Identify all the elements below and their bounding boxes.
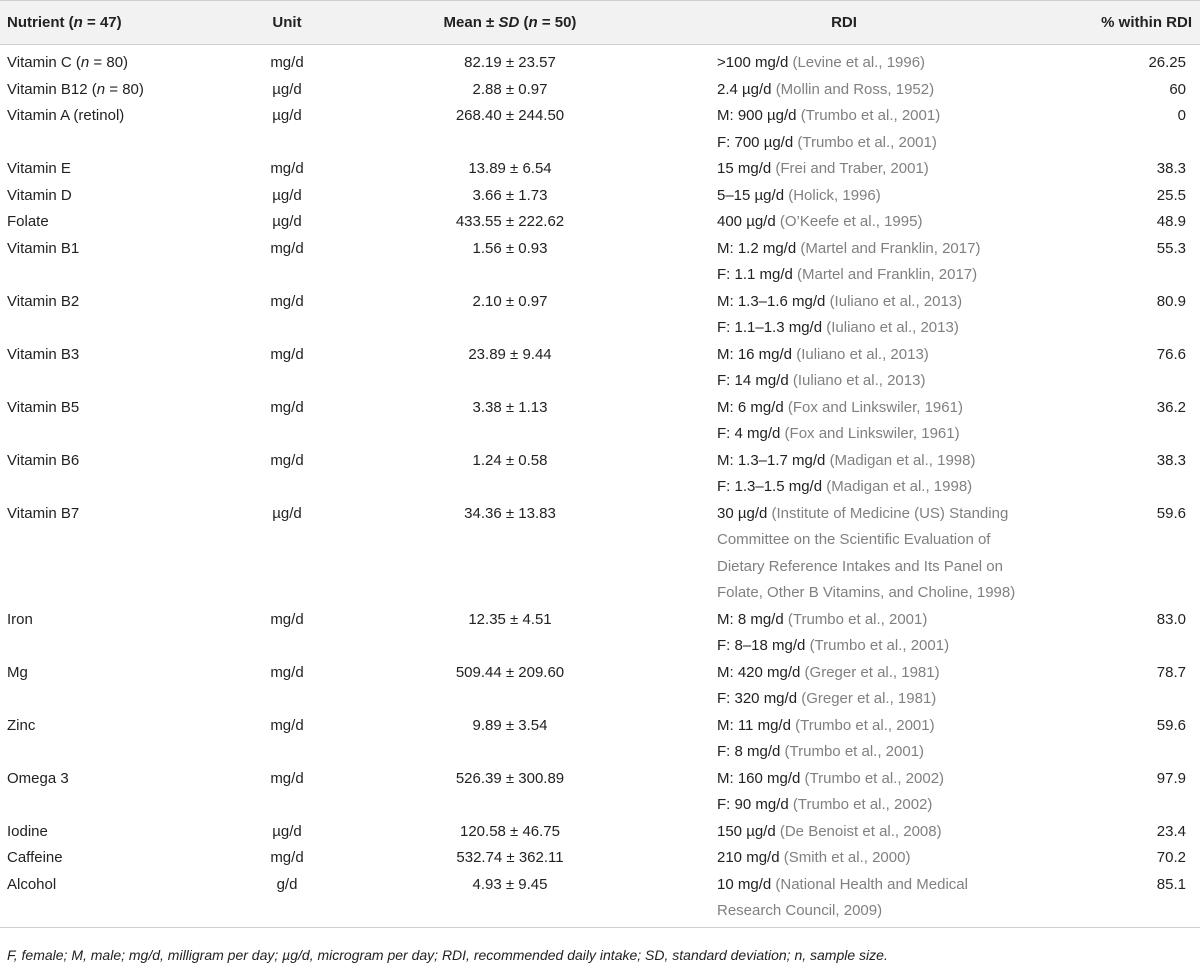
rdi-value: F: 1.1–1.3 mg/d: [717, 319, 827, 336]
nutrient-name: Iodine: [7, 822, 48, 840]
rdi-value: 5–15 µg/d: [717, 186, 789, 204]
rdi-line: [717, 50, 1016, 77]
rdi-citation: (National Health and Medical Research Council, 2009): [717, 875, 968, 919]
nutrient-name: Vitamin B5: [7, 398, 80, 416]
nutrient-name: Omega 3: [7, 769, 69, 787]
cell-unit: µg/d: [272, 107, 302, 124]
rdi-line: [717, 368, 1016, 395]
cell-rdi: [664, 209, 1024, 236]
cell-rdi: [664, 342, 1024, 395]
table-row: [0, 395, 1200, 448]
rdi-line: [717, 474, 1016, 501]
cell-unit: mg/d: [270, 451, 304, 469]
nutrient-name: Mg: [7, 663, 28, 681]
cell-pct-within-rdi: 83.0: [1156, 610, 1186, 628]
rdi-citation: (Levine et al., 1996): [792, 54, 926, 71]
cell-mean-sd: 2.88 ± 0.97: [472, 80, 548, 98]
rdi-citation: (Iuliano et al., 2013): [792, 372, 926, 389]
cell-pct-within-rdi: 0: [1177, 107, 1186, 124]
rdi-value: F: 8 mg/d: [717, 743, 785, 760]
rdi-citation: (Frei and Traber, 2001): [775, 160, 929, 177]
cell-rdi: [664, 845, 1024, 872]
cell-unit: mg/d: [270, 663, 304, 681]
cell-mean-sd: 13.89 ± 6.54: [468, 160, 552, 177]
cell-mean-sd: 23.89 ± 9.44: [468, 345, 552, 363]
cell-mean-sd: 120.58 ± 46.75: [460, 822, 560, 840]
cell-nutrient: [0, 660, 218, 713]
cell-pct-within-rdi: 48.9: [1156, 213, 1186, 230]
nutrient-name: Vitamin D: [7, 186, 72, 204]
rdi-value: F: 8–18 mg/d: [717, 637, 810, 654]
table-row: [0, 342, 1200, 395]
cell-nutrient: [0, 289, 218, 342]
cell-mean-sd: 532.74 ± 362.11: [456, 849, 564, 866]
rdi-value: M: 11 mg/d: [717, 716, 796, 734]
rdi-line: [717, 792, 1016, 819]
cell-nutrient: [0, 845, 218, 872]
table-row: [0, 289, 1200, 342]
cell-pct-within-rdi: 59.6: [1156, 716, 1186, 734]
table-row: [0, 607, 1200, 660]
cell-unit: mg/d: [270, 610, 304, 628]
cell-mean-sd: 3.38 ± 1.13: [472, 398, 548, 416]
cell-unit: µg/d: [272, 80, 302, 98]
nutrient-name: Vitamin B7: [7, 504, 80, 522]
nutrient-name: Vitamin B12: [7, 80, 88, 98]
cell-rdi: [664, 713, 1024, 766]
cell-rdi: [664, 45, 1024, 77]
rdi-line: [717, 289, 1016, 316]
header-rdi: RDI: [664, 1, 1024, 45]
rdi-value: 10 mg/d: [717, 875, 776, 893]
rdi-line: [717, 395, 1016, 422]
rdi-value: M: 160 mg/d: [717, 769, 805, 787]
rdi-citation: (O’Keefe et al., 1995): [779, 213, 923, 230]
cell-pct-within-rdi: 78.7: [1156, 663, 1186, 681]
table-row: [0, 872, 1200, 928]
cell-nutrient: [0, 607, 218, 660]
rdi-line: [717, 713, 1016, 740]
rdi-line: [717, 501, 1016, 607]
cell-rdi: [664, 395, 1024, 448]
table-row: [0, 45, 1200, 77]
table-row: [0, 660, 1200, 713]
rdi-citation: (Madigan et al., 1998): [829, 451, 976, 469]
cell-nutrient: [0, 156, 218, 183]
cell-mean-sd: 34.36 ± 13.83: [464, 504, 556, 522]
nutrient-name: Vitamin B3: [7, 345, 80, 363]
table-row: [0, 501, 1200, 607]
nutrient-name: Vitamin B6: [7, 451, 80, 469]
table-row: [0, 183, 1200, 210]
rdi-line: [717, 660, 1016, 687]
cell-pct-within-rdi: 70.2: [1156, 849, 1186, 866]
rdi-citation: (Institute of Medicine (US) Standing Committee on the Scientific Evaluation of Dietary Reference Intakes and Its Panel on Folate, Other B Vitamins, and Choline, 1998): [717, 504, 1016, 601]
rdi-citation: (Trumbo et al., 2001): [787, 610, 928, 628]
rdi-citation: (Trumbo et al., 2001): [809, 637, 950, 654]
cell-rdi: [664, 183, 1024, 210]
rdi-value: M: 16 mg/d: [717, 345, 797, 363]
table-body: [0, 45, 1200, 928]
cell-unit: µg/d: [272, 504, 302, 522]
cell-mean-sd: 3.66 ± 1.73: [472, 186, 548, 204]
rdi-line: [717, 633, 1016, 660]
rdi-citation: (Trumbo et al., 2002): [792, 796, 933, 813]
table-header: [0, 1, 1200, 45]
cell-pct-within-rdi: 59.6: [1156, 504, 1186, 522]
rdi-citation: (Holick, 1996): [788, 186, 881, 204]
cell-nutrient: [0, 819, 218, 846]
cell-pct-within-rdi: 38.3: [1156, 160, 1186, 177]
cell-pct-within-rdi: 25.5: [1156, 186, 1186, 204]
nutrient-name: Iron: [7, 610, 33, 628]
rdi-line: [717, 130, 1016, 157]
nutrient-name: Vitamin A (retinol): [7, 107, 125, 124]
cell-rdi: [664, 77, 1024, 104]
rdi-citation: (De Benoist et al., 2008): [779, 822, 942, 840]
nutrient-name: Folate: [7, 213, 49, 230]
rdi-line: [717, 103, 1016, 130]
rdi-citation: (Martel and Franklin, 2017): [797, 266, 978, 283]
cell-pct-within-rdi: 85.1: [1024, 872, 1200, 928]
rdi-value: 400 µg/d: [717, 213, 780, 230]
table-row: [0, 77, 1200, 104]
rdi-line: [717, 421, 1016, 448]
cell-nutrient: [0, 103, 218, 156]
cell-unit: mg/d: [270, 398, 304, 416]
nutrient-name: Vitamin C: [7, 54, 72, 71]
cell-mean-sd: 526.39 ± 300.89: [455, 769, 565, 787]
rdi-line: [717, 342, 1016, 369]
rdi-line: [717, 766, 1016, 793]
table-row: [0, 713, 1200, 766]
cell-rdi: [664, 501, 1024, 607]
cell-rdi: [664, 766, 1024, 819]
table-row: [0, 448, 1200, 501]
cell-rdi: [664, 448, 1024, 501]
cell-rdi: [664, 289, 1024, 342]
cell-pct-within-rdi: 23.4: [1156, 822, 1186, 840]
rdi-line: [717, 77, 1016, 104]
cell-rdi: [664, 660, 1024, 713]
rdi-value: M: 1.3–1.6 mg/d: [717, 292, 830, 310]
rdi-line: [717, 845, 1016, 872]
nutrient-name: Zinc: [7, 716, 36, 734]
rdi-value: M: 1.3–1.7 mg/d: [717, 451, 830, 469]
rdi-citation: (Smith et al., 2000): [783, 849, 911, 866]
rdi-value: M: 6 mg/d: [717, 398, 788, 416]
header-row: [0, 1, 1200, 45]
rdi-line: [717, 315, 1016, 342]
cell-unit: µg/d: [272, 186, 302, 204]
cell-nutrient: [0, 209, 218, 236]
table-row: [0, 209, 1200, 236]
cell-mean-sd: 9.89 ± 3.54: [472, 716, 548, 734]
rdi-value: F: 320 mg/d: [717, 690, 802, 707]
cell-mean-sd: 433.55 ± 222.62: [455, 213, 565, 230]
cell-mean-sd: 2.10 ± 0.97: [472, 292, 548, 310]
cell-mean-sd: 268.40 ± 244.50: [455, 107, 565, 124]
nutrient-name: Alcohol: [7, 875, 57, 893]
rdi-citation: (Iuliano et al., 2013): [826, 319, 959, 336]
cell-nutrient: [0, 342, 218, 395]
cell-rdi: [664, 156, 1024, 183]
table-row: [0, 845, 1200, 872]
cell-unit: µg/d: [272, 213, 302, 230]
table-footnote: F, female; M, male; mg/d, milligram per day; µg/d, microgram per day; RDI, recommended daily intake; SD, standard deviation; n, sample size.: [7, 947, 888, 963]
rdi-line: [717, 872, 1016, 925]
cell-pct-within-rdi: 76.6: [1156, 345, 1186, 363]
rdi-citation: (Iuliano et al., 2013): [829, 292, 963, 310]
rdi-value: M: 900 µg/d: [717, 107, 801, 124]
cell-nutrient: [0, 713, 218, 766]
cell-pct-within-rdi: 36.2: [1156, 398, 1186, 416]
rdi-line: [717, 262, 1016, 289]
rdi-value: M: 1.2 mg/d: [717, 239, 801, 257]
rdi-value: >100 mg/d: [717, 54, 793, 71]
rdi-line: [717, 607, 1016, 634]
nutrient-name: Vitamin B2: [7, 292, 80, 310]
cell-unit: mg/d: [270, 292, 304, 310]
cell-rdi: [664, 236, 1024, 289]
rdi-citation: (Iuliano et al., 2013): [796, 345, 929, 363]
rdi-value: M: 420 mg/d: [717, 663, 805, 681]
cell-pct-within-rdi: 38.3: [1156, 451, 1186, 469]
cell-pct-within-rdi: 80.9: [1156, 292, 1186, 310]
rdi-line: [717, 209, 1016, 236]
cell-nutrient: Vitamin C (n = 80): [7, 54, 129, 71]
nutrient-name: Vitamin B1: [7, 239, 80, 257]
rdi-citation: (Trumbo et al., 2001): [784, 743, 925, 760]
header-unit: Unit: [218, 1, 356, 45]
rdi-line: [717, 183, 1016, 210]
rdi-value: F: 14 mg/d: [717, 372, 793, 389]
rdi-citation: (Martel and Franklin, 2017): [800, 239, 981, 257]
cell-unit: mg/d: [270, 160, 304, 177]
rdi-value: M: 8 mg/d: [717, 610, 788, 628]
cell-nutrient: [0, 501, 218, 607]
rdi-line: [717, 236, 1016, 263]
cell-unit: mg/d: [270, 769, 304, 787]
cell-rdi: [664, 103, 1024, 156]
rdi-citation: (Trumbo et al., 2001): [795, 716, 935, 734]
rdi-citation: (Madigan et al., 1998): [826, 478, 973, 495]
cell-nutrient: [0, 395, 218, 448]
rdi-line: [717, 448, 1016, 475]
cell-pct-within-rdi: 60: [1169, 80, 1186, 98]
rdi-line: [717, 819, 1016, 846]
rdi-value: 15 mg/d: [717, 160, 776, 177]
rdi-citation: (Fox and Linkswiler, 1961): [784, 425, 960, 442]
cell-nutrient: [0, 766, 218, 819]
nutrient-name: Vitamin E: [7, 160, 71, 177]
rdi-citation: (Trumbo et al., 2001): [797, 133, 937, 151]
table-row: [0, 766, 1200, 819]
cell-nutrient: Vitamin B12 (n = 80): [7, 80, 144, 98]
rdi-value: F: 1.3–1.5 mg/d: [717, 478, 827, 495]
cell-pct-within-rdi: 97.9: [1156, 769, 1186, 787]
table-row: [0, 236, 1200, 289]
rdi-citation: (Trumbo et al., 2002): [804, 769, 945, 787]
cell-mean-sd: 4.93 ± 9.45: [356, 872, 664, 928]
nutrient-sample-size: = 80): [89, 54, 129, 71]
cell-unit: mg/d: [270, 849, 304, 866]
rdi-value: F: 90 mg/d: [717, 796, 793, 813]
cell-unit: g/d: [218, 872, 356, 928]
header-nutrient: Nutrient (n = 47): [0, 1, 218, 45]
table-row: [0, 819, 1200, 846]
rdi-value: 30 µg/d: [717, 504, 772, 522]
rdi-value: F: 4 mg/d: [717, 425, 785, 442]
cell-rdi: [664, 819, 1024, 846]
cell-rdi: [664, 607, 1024, 660]
cell-pct-within-rdi: 55.3: [1156, 239, 1186, 257]
rdi-citation: (Fox and Linkswiler, 1961): [787, 398, 963, 416]
cell-nutrient: [0, 872, 218, 928]
cell-pct-within-rdi: 26.25: [1148, 54, 1186, 71]
rdi-value: F: 1.1 mg/d: [717, 266, 798, 283]
table-row: [0, 103, 1200, 156]
rdi-value: 150 µg/d: [717, 822, 780, 840]
cell-unit: µg/d: [272, 822, 302, 840]
cell-mean-sd: 1.56 ± 0.93: [472, 239, 548, 257]
rdi-citation: (Trumbo et al., 2001): [800, 107, 941, 124]
header-pct-within-rdi: % within RDI: [1024, 1, 1200, 45]
rdi-value: 210 mg/d: [717, 849, 784, 866]
rdi-line: [717, 156, 1016, 183]
cell-nutrient: [0, 183, 218, 210]
rdi-citation: (Greger et al., 1981): [801, 690, 937, 707]
cell-unit: mg/d: [270, 345, 304, 363]
table-row: [0, 156, 1200, 183]
cell-mean-sd: 82.19 ± 23.57: [464, 54, 556, 71]
cell-rdi: [664, 872, 1024, 928]
rdi-citation: (Greger et al., 1981): [804, 663, 940, 681]
nutrient-sample-size: = 80): [105, 80, 144, 98]
cell-nutrient: [0, 236, 218, 289]
cell-unit: mg/d: [270, 54, 304, 71]
cell-unit: mg/d: [270, 716, 304, 734]
rdi-citation: (Mollin and Ross, 1952): [775, 80, 935, 98]
cell-mean-sd: 509.44 ± 209.60: [455, 663, 565, 681]
cell-mean-sd: 1.24 ± 0.58: [472, 451, 548, 469]
nutrient-name: Caffeine: [7, 849, 63, 866]
header-mean: Mean ± SD (n = 50): [356, 1, 664, 45]
rdi-value: F: 700 µg/d: [717, 133, 798, 151]
cell-nutrient: [0, 448, 218, 501]
rdi-value: 2.4 µg/d: [717, 80, 776, 98]
rdi-line: [717, 739, 1016, 766]
cell-unit: mg/d: [270, 239, 304, 257]
rdi-line: [717, 686, 1016, 713]
cell-mean-sd: 12.35 ± 4.51: [468, 610, 552, 628]
